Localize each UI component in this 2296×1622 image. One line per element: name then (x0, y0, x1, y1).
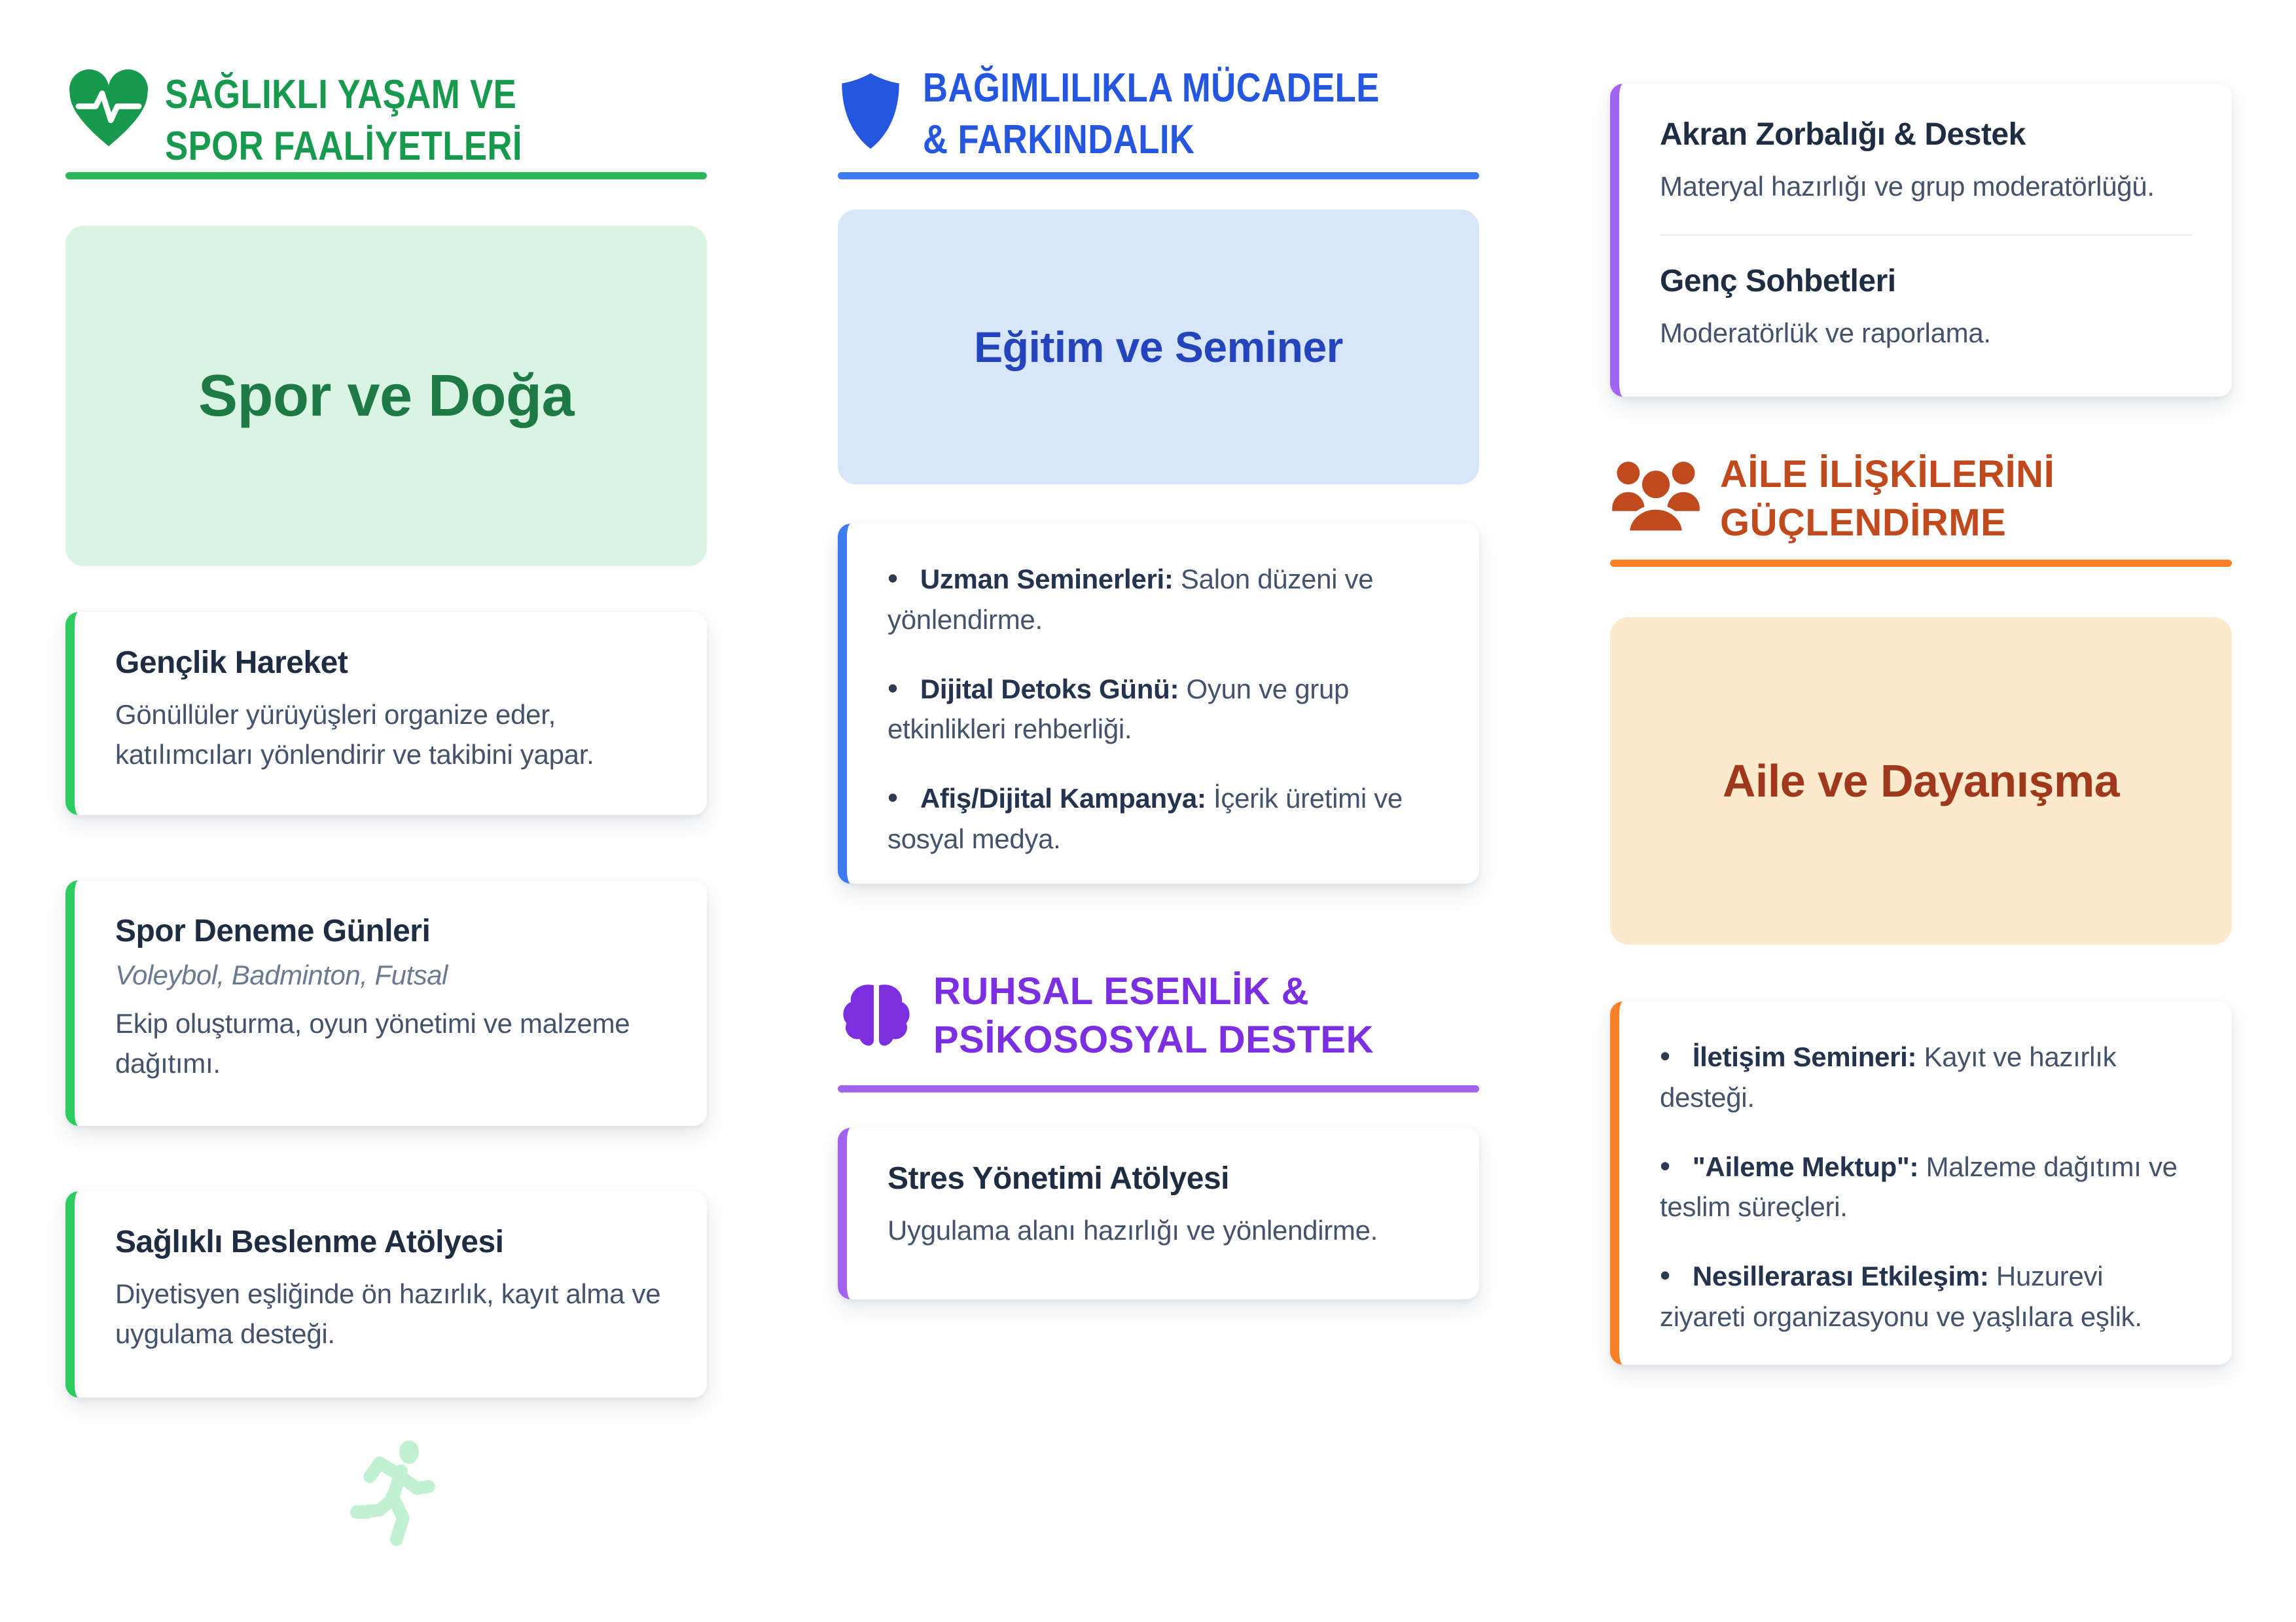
card-body: Diyetisyen eşliğinde ön hazırlık, kayıt alma ve uygulama desteği. (115, 1278, 661, 1349)
card-divider (1660, 234, 2193, 236)
shield-icon (838, 70, 903, 155)
card-title: Spor Deneme Günleri (115, 914, 431, 948)
bullet-item (1660, 1034, 2193, 1118)
card-body: Uygulama alanı hazırlığı ve yönlendirme. (888, 1215, 1378, 1246)
card-body: Moderatörlük ve raporlama. (1660, 317, 1991, 348)
section-header-mental-wellbeing (838, 967, 1374, 1064)
card-akran-genc (1610, 84, 2232, 397)
card-body: Materyal hazırlığı ve grup moderatörlüğü. (1660, 171, 2155, 202)
bullet-lead: Uzman Seminerleri: (920, 564, 1174, 594)
card-subtitle: Voleybol, Badminton, Futsal (115, 960, 448, 990)
section-underline-orange (1610, 560, 2232, 567)
card-family-bullets (1610, 1001, 2232, 1365)
card-body: Gönüllüler yürüyüşleri organize eder, katılımcıları yönlendirir ve takibini yapar. (115, 699, 594, 770)
bullet-lead: Afiş/Dijital Kampanya: (920, 783, 1206, 814)
card-title: Sağlıklı Beslenme Atölyesi (115, 1225, 504, 1259)
card-genclik-hareket (65, 612, 707, 815)
card-title: Stres Yönetimi Atölyesi (888, 1161, 1230, 1196)
feature-card-sport-nature (65, 226, 707, 566)
section-header-healthy-life (65, 69, 585, 173)
bullet-rest: Kayıt ve hazırlık desteği. (1660, 1041, 2117, 1113)
section-title-line: & FARKINDALIK (923, 117, 1195, 163)
bullet-rest: Oyun ve grup etkinlikleri rehberliği. (888, 673, 1350, 745)
card-title: Akran Zorbalığı & Destek (1660, 117, 2026, 152)
feature-card-egitim-seminer (838, 209, 1479, 484)
section-title-line: GÜÇLENDİRME (1720, 501, 2007, 545)
section-title-line: BAĞIMLILIKLA MÜCADELE (923, 65, 1380, 111)
heart-pulse-icon (65, 69, 152, 156)
card-title: Genç Sohbetleri (1660, 263, 1896, 298)
feature-card-text: Spor ve Doğa (198, 363, 575, 429)
bullet-item (888, 666, 1440, 750)
bullet-item (1660, 1253, 2193, 1337)
bullet-lead: İletişim Semineri: (1692, 1041, 1917, 1072)
card-spor-deneme-gunleri (65, 880, 707, 1126)
runner-icon (340, 1437, 448, 1551)
bullet-rest: Huzurevi ziyareti organizasyonu ve yaşlılara eşlik. (1660, 1261, 2142, 1332)
bullet-rest: Malzeme dağıtımı ve teslim süreçleri. (1660, 1151, 2178, 1223)
card-saglikli-beslenme (65, 1191, 707, 1397)
section-underline-green (65, 172, 707, 179)
bullet-lead: "Aileme Mektup": (1692, 1151, 1919, 1182)
feature-card-text: Eğitim ve Seminer (974, 323, 1343, 371)
section-title-line: PSİKOSOSYAL DESTEK (933, 1018, 1374, 1062)
bullet-item (1660, 1144, 2193, 1228)
bullet-rest: İçerik üretimi ve sosyal medya. (888, 783, 1403, 854)
bullet-item (888, 556, 1440, 640)
card-title: Gençlik Hareket (115, 645, 348, 680)
family-group-icon (1610, 457, 1702, 540)
bullet-lead: Nesillerarası Etkileşim: (1692, 1261, 1989, 1292)
feature-card-text: Aile ve Dayanışma (1722, 755, 2120, 806)
section-title-line: SPOR FAALİYETLERİ (165, 124, 522, 170)
feature-card-aile-dayanisma (1610, 617, 2232, 945)
section-header-addiction (838, 62, 1460, 166)
bullet-item (888, 776, 1440, 859)
card-body: Ekip oluşturma, oyun yönetimi ve malzeme dağıtımı. (115, 1008, 630, 1079)
bullet-rest: Salon düzeni ve yönlendirme. (888, 564, 1374, 635)
section-underline-purple (838, 1085, 1479, 1092)
brain-icon (838, 977, 915, 1057)
section-title-line: SAĞLIKLI YAŞAM VE (165, 72, 517, 117)
bullet-lead: Dijital Detoks Günü: (920, 673, 1179, 704)
card-addiction-bullets (838, 524, 1479, 884)
section-header-family (1610, 450, 2054, 547)
section-title-line: RUHSAL ESENLİK & (933, 970, 1310, 1013)
section-underline-blue (838, 172, 1479, 179)
card-stres-yonetimi (838, 1128, 1479, 1299)
section-title-line: AİLE İLİŞKİLERİNİ (1720, 453, 2055, 496)
